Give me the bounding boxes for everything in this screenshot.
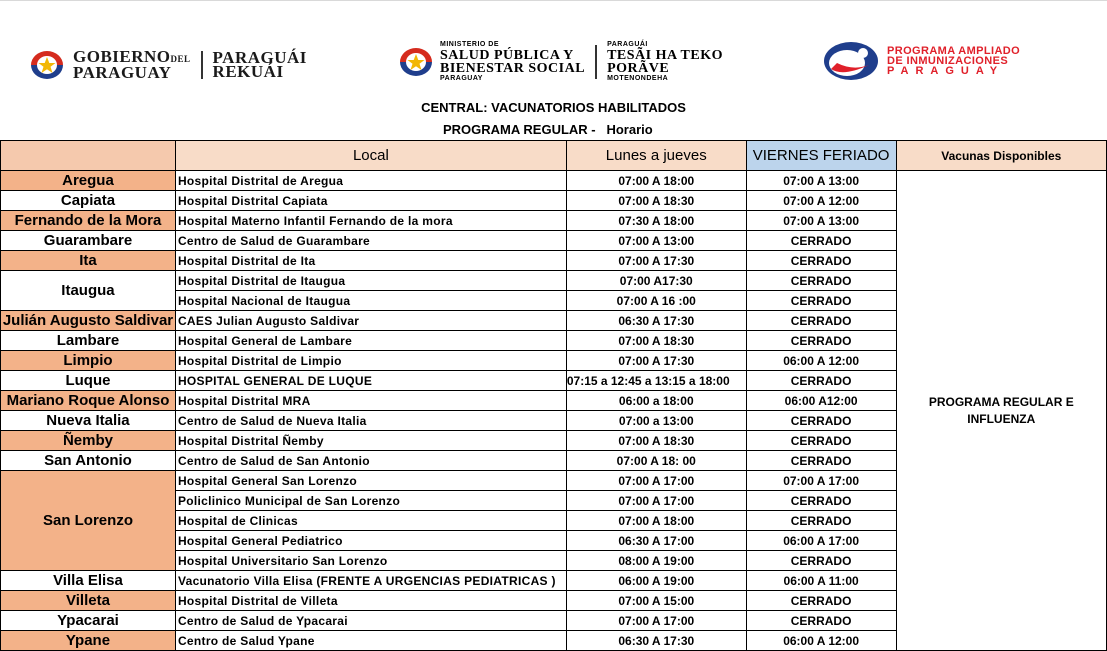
page-subtitle: PROGRAMA REGULAR - Horario [443, 122, 653, 137]
table-row [1, 171, 1107, 191]
col-header-vacunas: Vacunas Disponibles [896, 141, 1106, 171]
viernes-cell: CERRADO [746, 611, 896, 631]
viernes-cell: 07:00 A 17:00 [746, 471, 896, 491]
viernes-cell: 06:00 A12:00 [746, 391, 896, 411]
lunes-cell: 07:00 A 17:30 [566, 251, 746, 271]
local-cell: Hospital Nacional de Itaugua [175, 291, 566, 311]
local-cell: Hospital de Clinicas [175, 511, 566, 531]
viernes-cell: CERRADO [746, 291, 896, 311]
viernes-cell: CERRADO [746, 231, 896, 251]
local-cell: Hospital Distrital MRA [175, 391, 566, 411]
msp-r-line2: PORÃVE [607, 61, 670, 76]
viernes-cell: CERRADO [746, 371, 896, 391]
msp-r-small-top: PARAGUÁI [607, 41, 648, 48]
local-cell: Centro de Salud de Nueva Italia [175, 411, 566, 431]
viernes-cell: 07:00 A 13:00 [746, 211, 896, 231]
gobierno-right2: REKUÁI [212, 62, 284, 81]
table-header-row [1, 141, 1107, 171]
logo-divider [201, 51, 203, 79]
viernes-cell: CERRADO [746, 271, 896, 291]
col-header-lunes: Lunes a jueves [566, 141, 746, 171]
msp-r-small-bottom: MOTENONDEHA [607, 75, 669, 82]
city-cell: Ypane [1, 631, 176, 651]
city-cell: Villa Elisa [1, 571, 176, 591]
lunes-cell: 07:00 A 18:00 [566, 171, 746, 191]
schedule-table [0, 140, 1107, 651]
viernes-cell: 06:00 A 11:00 [746, 571, 896, 591]
viernes-cell: CERRADO [746, 511, 896, 531]
city-cell: Nueva Italia [1, 411, 176, 431]
city-cell: Ita [1, 251, 176, 271]
local-cell: Policlinico Municipal de San Lorenzo [175, 491, 566, 511]
local-cell: Centro de Salud de San Antonio [175, 451, 566, 471]
local-cell: Hospital Distrital de Limpio [175, 351, 566, 371]
viernes-cell: CERRADO [746, 251, 896, 271]
page-title: CENTRAL: VACUNATORIOS HABILITADOS [421, 100, 686, 115]
lunes-cell: 07:30 A 18:00 [566, 211, 746, 231]
viernes-cell: 07:00 A 12:00 [746, 191, 896, 211]
viernes-cell: CERRADO [746, 331, 896, 351]
city-cell: Guarambare [1, 231, 176, 251]
city-cell: Mariano Roque Alonso [1, 391, 176, 411]
city-cell: San Lorenzo [1, 471, 176, 571]
local-cell: Centro de Salud de Ypacarai [175, 611, 566, 631]
viernes-cell: 06:00 A 12:00 [746, 351, 896, 371]
local-cell: HOSPITAL GENERAL DE LUQUE [175, 371, 566, 391]
lunes-cell: 07:00 A 17:00 [566, 471, 746, 491]
logo-divider [595, 45, 597, 79]
pai-line1: PROGRAMA AMPLIADO [887, 45, 1021, 57]
gobierno-line1: GOBIERNO [73, 47, 171, 66]
city-cell: Itaugua [1, 271, 176, 311]
pai-swirl-icon [823, 41, 881, 81]
pai-line3: PARAGUAY [887, 65, 1005, 77]
gobierno-right1: PARAGUÁI [212, 48, 307, 67]
vacunas-value: PROGRAMA REGULAR E INFLUENZA [928, 394, 1074, 426]
city-cell: Capiata [1, 191, 176, 211]
msp-small-bottom: PARAGUAY [440, 75, 483, 82]
lunes-cell: 07:00 A 18: 00 [566, 451, 746, 471]
viernes-cell: CERRADO [746, 451, 896, 471]
viernes-cell: 06:00 A 12:00 [746, 631, 896, 651]
lunes-cell: 08:00 A 19:00 [566, 551, 746, 571]
lunes-cell: 07:00 A17:30 [566, 271, 746, 291]
city-cell: Ypacarai [1, 611, 176, 631]
city-cell: Ñemby [1, 431, 176, 451]
document-header [0, 0, 1107, 141]
lunes-cell: 07:00 a 13:00 [566, 411, 746, 431]
gobierno-logo [27, 49, 307, 81]
lunes-cell: 07:00 A 18:30 [566, 431, 746, 451]
viernes-cell: 07:00 A 13:00 [746, 171, 896, 191]
lunes-cell: 07:00 A 18:00 [566, 511, 746, 531]
local-cell: Hospital Universitario San Lorenzo [175, 551, 566, 571]
local-cell: Centro de Salud de Guarambare [175, 231, 566, 251]
local-cell: Hospital Distrital de Ita [175, 251, 566, 271]
local-cell: Vacunatorio Villa Elisa (FRENTE A URGENCIAS PEDIATRICAS ) [175, 571, 566, 591]
lunes-cell: 07:00 A 18:30 [566, 191, 746, 211]
msp-small-top: MINISTERIO DE [440, 41, 500, 48]
lunes-cell: 06:30 A 17:30 [566, 311, 746, 331]
local-cell: Hospital General de Lambare [175, 331, 566, 351]
lunes-cell: 07:00 A 16 :00 [566, 291, 746, 311]
city-cell: Julián Augusto Saldivar [1, 311, 176, 331]
col-header-local: Local [175, 141, 566, 171]
lunes-cell: 06:30 A 17:00 [566, 531, 746, 551]
viernes-cell: CERRADO [746, 491, 896, 511]
msp-logo [396, 41, 723, 83]
gobierno-del: DEL [170, 54, 191, 64]
city-cell: Limpio [1, 351, 176, 371]
col-header-viernes: VIERNES FERIADO [746, 141, 896, 171]
lunes-cell [566, 371, 746, 391]
viernes-cell: CERRADO [746, 311, 896, 331]
lunes-cell: 06:00 a 18:00 [566, 391, 746, 411]
city-cell: San Antonio [1, 451, 176, 471]
city-cell: Lambare [1, 331, 176, 351]
vacunas-cell [896, 171, 1106, 651]
lunes-cell: 06:30 A 17:30 [566, 631, 746, 651]
viernes-cell: CERRADO [746, 551, 896, 571]
lunes-cell: 07:00 A 13:00 [566, 231, 746, 251]
msp-r-line1: TESÃI HA TEKO [607, 48, 724, 63]
paraguay-star-icon [396, 46, 436, 78]
viernes-cell: 06:00 A 17:00 [746, 531, 896, 551]
lunes-cell: 06:00 A 19:00 [566, 571, 746, 591]
city-cell: Villeta [1, 591, 176, 611]
local-cell: Hospital General San Lorenzo [175, 471, 566, 491]
local-cell: Hospital Materno Infantil Fernando de la mora [175, 211, 566, 231]
local-cell: Hospital Distrital Capiata [175, 191, 566, 211]
msp-line2: BIENESTAR SOCIAL [440, 61, 586, 76]
lunes-cell: 07:00 A 15:00 [566, 591, 746, 611]
lunes-cell: 07:00 A 18:30 [566, 331, 746, 351]
viernes-cell: CERRADO [746, 591, 896, 611]
local-cell: Hospital General Pediatrico [175, 531, 566, 551]
city-cell: Fernando de la Mora [1, 211, 176, 231]
lunes-cell: 07:00 A 17:00 [566, 611, 746, 631]
local-cell: Hospital Distrital de Villeta [175, 591, 566, 611]
msp-line1: SALUD PÚBLICA Y [440, 48, 574, 63]
local-cell: Hospital Distrital de Aregua [175, 171, 566, 191]
lunes-cell: 07:00 A 17:00 [566, 491, 746, 511]
local-cell: CAES Julian Augusto Saldivar [175, 311, 566, 331]
local-cell: Hospital Distrital de Itaugua [175, 271, 566, 291]
city-cell: Aregua [1, 171, 176, 191]
viernes-cell: CERRADO [746, 431, 896, 451]
pai-logo [823, 41, 1020, 81]
paraguay-star-icon [27, 49, 67, 81]
pai-line2: DE INMUNIZACIONES [887, 55, 1009, 67]
viernes-cell: CERRADO [746, 411, 896, 431]
col-header-city [1, 141, 176, 171]
lunes-cell-text: 07:15 a 12:45 a 13:15 a 18:00 [566, 373, 730, 388]
local-cell: Centro de Salud Ypane [175, 631, 566, 651]
gobierno-line2: PARAGUAY [73, 63, 172, 82]
city-cell: Luque [1, 371, 176, 391]
lunes-cell: 07:00 A 17:30 [566, 351, 746, 371]
local-cell: Hospital Distrital Ñemby [175, 431, 566, 451]
